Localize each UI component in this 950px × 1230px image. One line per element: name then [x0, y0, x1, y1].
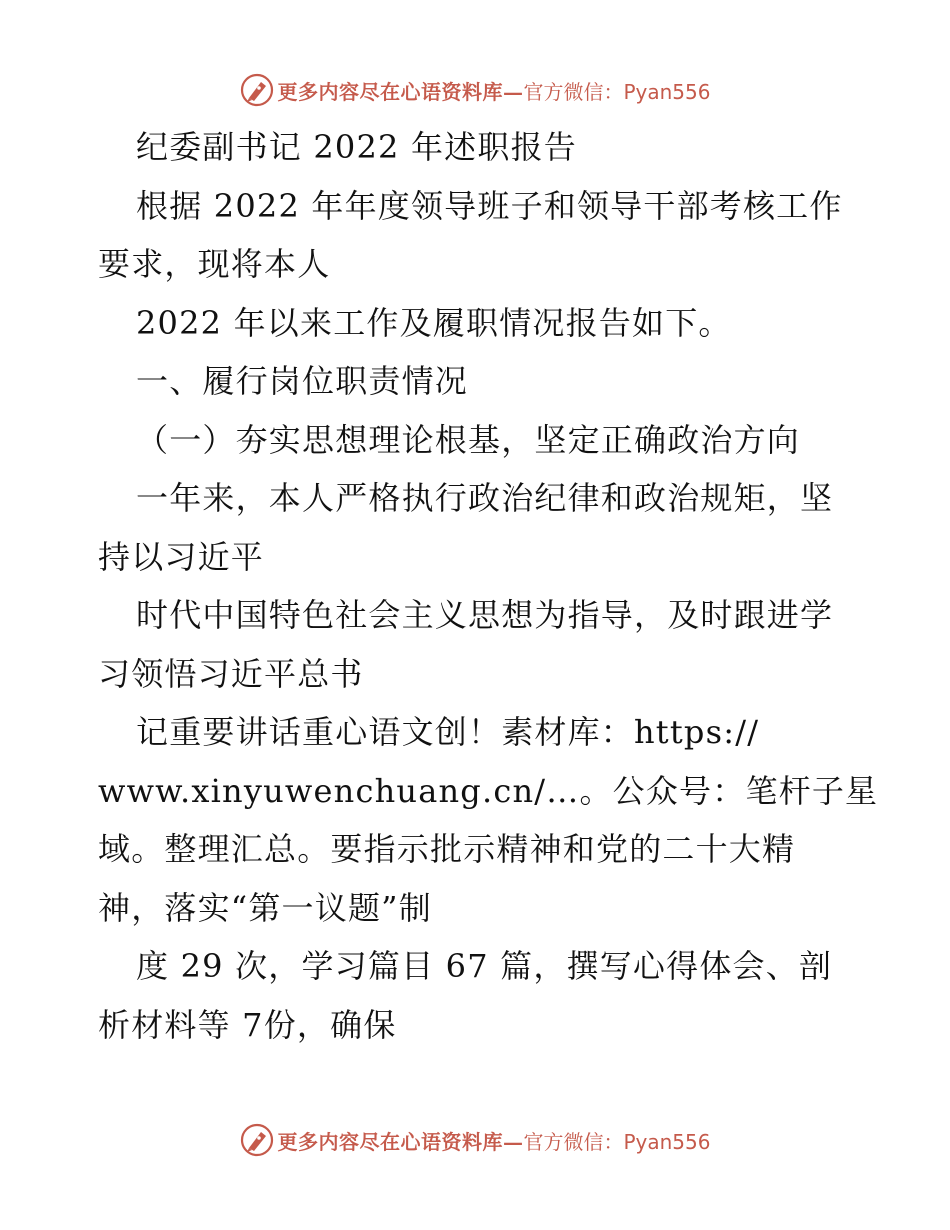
paragraph-line: 要求，现将本人 [98, 245, 331, 283]
paragraph-line: 析材料等 7份，确保 [98, 1005, 397, 1044]
pen-nib-logo-icon [239, 72, 275, 108]
paragraph-line: 2022 年以来工作及履职情况报告如下。 [136, 303, 732, 342]
paragraph-line: 根据 2022 年年度领导班子和领导干部考核工作 [136, 186, 843, 225]
paragraph-line: 神，落实“第一议题”制 [98, 888, 432, 927]
paragraph-line: 记重要讲话重心语文创！素材库：https:// [136, 713, 760, 751]
document-title: 纪委副书记 2022 年述职报告 [136, 128, 577, 166]
section-heading: 一、履行岗位职责情况 [136, 362, 469, 400]
paragraph-line: 时代中国特色社会主义思想为指导，及时跟进学 [136, 596, 834, 634]
header-watermark-banner [0, 70, 950, 110]
paragraph-line: 持以习近平 [98, 537, 265, 576]
document-body [98, 118, 879, 1054]
banner-main-text: 更多内容尽在心语资料库— [277, 1129, 524, 1154]
paragraph-line: 度 29 次，学习篇目 67 篇，撰写心得体会、剖 [136, 947, 833, 985]
pen-nib-logo-icon [239, 1122, 275, 1158]
banner-main-text: 更多内容尽在心语资料库— [277, 79, 524, 104]
banner-wechat-text: 官方微信：Pyan556 [523, 1129, 711, 1154]
footer-watermark-banner [0, 1120, 950, 1160]
banner-wechat-text: 官方微信：Pyan556 [523, 79, 711, 104]
paragraph-line: www.xinyuwenchuang.cn/…。公众号：笔杆子星 [98, 771, 879, 810]
paragraph-line: 习领悟习近平总书 [98, 654, 364, 693]
paragraph-line: 域。整理汇总。要指示批示精神和党的二十大精 [98, 830, 796, 868]
subsection-heading: （一）夯实思想理论根基，坚定正确政治方向 [136, 420, 801, 459]
paragraph-line: 一年来，本人严格执行政治纪律和政治规矩，坚 [136, 479, 834, 517]
